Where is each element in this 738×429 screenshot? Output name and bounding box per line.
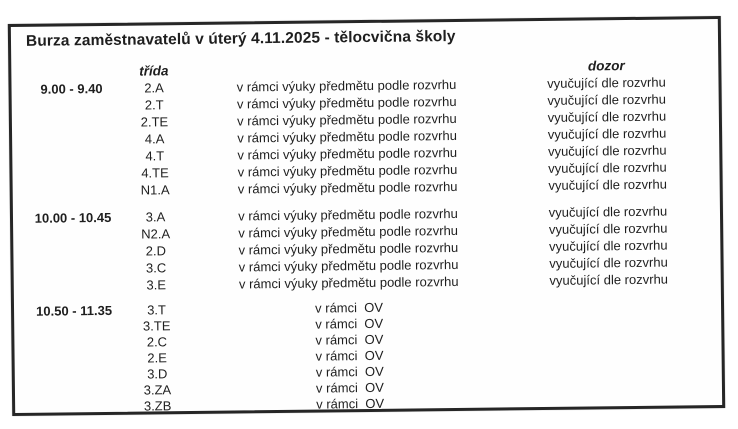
activity-label: v rámci výuky předmětu podle rozvrhu <box>236 93 457 112</box>
document-title: Burza zaměstnavatelů v úterý 4.11.2025 - tělocvična školy <box>25 27 456 50</box>
supervision-column-header: dozor <box>587 58 625 74</box>
schedule-block <box>14 296 722 416</box>
supervision-label: vyučující dle rozvrhu <box>547 74 666 91</box>
time-slot-label: 10.00 - 10.45 <box>34 209 112 226</box>
supervision-label: vyučující dle rozvrhu <box>547 108 667 125</box>
activity-label: v rámci výuky předmětu podle rozvrhu <box>237 161 458 180</box>
supervision-label: vyučující dle rozvrhu <box>549 271 669 288</box>
time-slot-label <box>13 226 133 244</box>
time-slot-label <box>12 114 132 132</box>
class-label: 2.E <box>147 350 167 366</box>
time-slot-label <box>14 335 134 352</box>
activity-label: v rámci OV <box>315 379 384 396</box>
class-label: 3.C <box>145 260 167 276</box>
time-slot-label <box>13 182 133 200</box>
time-slot-label <box>12 148 132 166</box>
supervision-label: vyučující dle rozvrhu <box>548 203 668 220</box>
time-slot-label <box>15 351 135 368</box>
activity-label: v rámci výuky předmětu podle rozvrhu <box>238 239 459 258</box>
supervision-label: vyučující dle rozvrhu <box>548 176 667 193</box>
class-label: N1.A <box>140 182 170 198</box>
time-slot-label <box>14 319 134 336</box>
activity-label: v rámci výuky předmětu podle rozvrhu <box>238 273 459 292</box>
activity-label: v rámci výuky předmětu podle rozvrhu <box>238 205 458 224</box>
class-column-header: třída <box>139 63 169 79</box>
supervision-label: vyučující dle rozvrhu <box>547 142 667 159</box>
class-label: 2.A <box>144 80 164 96</box>
class-label: 2.D <box>145 243 167 259</box>
time-slot-label <box>12 131 132 149</box>
activity-label: v rámci OV <box>316 395 385 412</box>
class-label: 2.TE <box>140 114 169 130</box>
activity-label: v rámci výuky předmětu podle rozvrhu <box>237 127 458 146</box>
time-slot-label: 10.50 - 11.35 <box>36 302 113 319</box>
activity-label: v rámci výuky předmětu podle rozvrhu <box>237 178 458 197</box>
schedule-blocks <box>11 73 722 416</box>
schedule-sheet <box>8 16 725 416</box>
activity-label: v rámci OV <box>315 347 384 364</box>
time-slot-label <box>13 260 133 278</box>
time-slot-label <box>12 165 132 183</box>
time-slot-label <box>14 277 134 295</box>
class-label: 3.TE <box>142 318 171 334</box>
activity-label: v rámci OV <box>315 331 384 348</box>
activity-label: v rámci OV <box>315 315 384 332</box>
time-slot-label <box>15 399 135 416</box>
time-column-header-spacer <box>11 63 131 81</box>
class-label: 2.T <box>144 97 164 113</box>
class-label: 4.T <box>145 148 165 164</box>
activity-label: v rámci OV <box>315 363 384 380</box>
supervision-label <box>520 392 700 410</box>
time-slot-label: 9.00 - 9.40 <box>40 80 103 97</box>
class-label: N2.A <box>141 226 171 242</box>
supervision-label: vyučující dle rozvrhu <box>547 91 667 108</box>
class-label: 4.A <box>144 131 165 147</box>
activity-label: v rámci výuky předmětu podle rozvrhu <box>237 144 458 163</box>
class-label: 4.TE <box>141 165 169 181</box>
activity-label: v rámci výuky předmětu podle rozvrhu <box>237 110 457 129</box>
supervision-label: vyučující dle rozvrhu <box>548 220 668 237</box>
class-label: 2.C <box>146 334 168 350</box>
class-label: 3.ZA <box>143 382 172 398</box>
class-label: 3.D <box>147 366 168 382</box>
time-slot-label <box>13 243 133 261</box>
supervision-label: vyučující dle rozvrhu <box>547 125 667 142</box>
supervision-label: vyučující dle rozvrhu <box>548 159 667 176</box>
activity-label: v rámci OV <box>315 299 384 316</box>
activity-label: v rámci výuky předmětu podle rozvrhu <box>238 256 459 275</box>
time-slot-label <box>12 97 132 115</box>
time-slot-label <box>15 383 135 400</box>
class-label: 3.ZB <box>143 398 172 414</box>
class-label: 3.E <box>146 277 167 293</box>
activity-label: v rámci výuky předmětu podle rozvrhu <box>238 222 459 241</box>
time-slot-label <box>15 367 135 384</box>
supervision-label: vyučující dle rozvrhu <box>549 237 668 254</box>
activity-label: v rámci výuky předmětu podle rozvrhu <box>236 76 457 95</box>
supervision-label: vyučující dle rozvrhu <box>549 254 668 271</box>
class-label: 3.T <box>147 302 167 318</box>
schedule-block <box>13 202 721 295</box>
class-label: 3.A <box>145 209 166 225</box>
schedule-block <box>11 73 719 200</box>
